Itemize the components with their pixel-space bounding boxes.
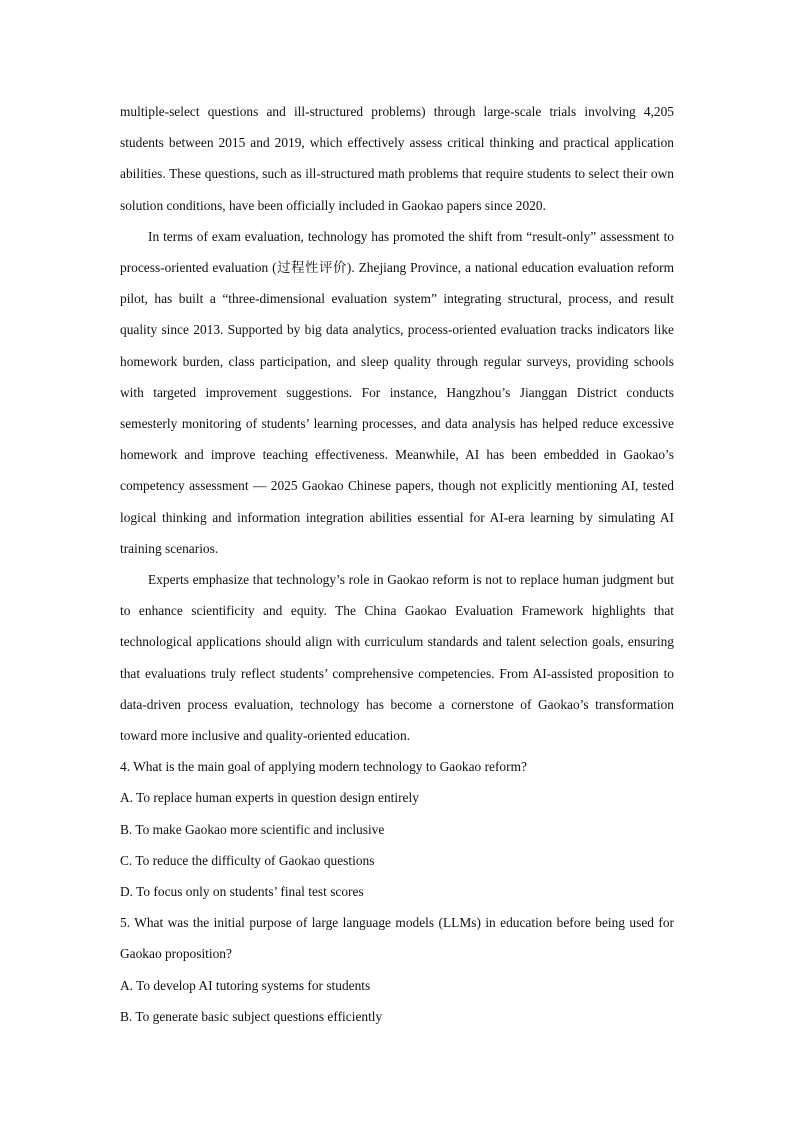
question-5 [120, 907, 674, 1032]
document-page [120, 96, 674, 1032]
passage-paragraph-1: multiple-select questions and ill-structured problems) through large-scale trials involving 4,205 students between 2015 and 2019, which effectively assess critical thinking and practical application abilities. These questions, such as ill-structured math problems that require students to select their own solution conditions, have been officially included in Gaokao papers since 2020. [120, 104, 674, 213]
question-5-stem: 5. What was the initial purpose of large language models (LLMs) in education before being used for Gaokao proposition? [120, 915, 674, 962]
question-4-option-b: B. To make Gaokao more scientific and inclusive [120, 821, 385, 837]
passage-paragraph-2: In terms of exam evaluation, technology has promoted the shift from “result-only” assessment to process-oriented evaluation (过程性评价). Zhejiang Province, a national education evaluation reform pilot, has built a “three-dimensional evaluation system” integrating structural, process, and result quality since 2013. Supported by big data analytics, process-oriented evaluation tracks indicators like homework burden, class participation, and sleep quality through regular surveys, providing schools with targeted improvement suggestions. For instance, Hangzhou’s Jianggan District conducts semesterly monitoring of students’ learning processes, and data analysis has helped reduce excessive homework and improve teaching effectiveness. Meanwhile, AI has been embedded in Gaokao’s competency assessment — 2025 Gaokao Chinese papers, though not explicitly mentioning AI, tested logical thinking and information integration abilities essential for AI-era learning by simulating AI training scenarios. [120, 228, 674, 556]
passage-paragraph-3: Experts emphasize that technology’s role in Gaokao reform is not to replace human judgment but to enhance scientificity and equity. The China Gaokao Evaluation Framework highlights that technological applications should align with curriculum standards and talent selection goals, ensuring that evaluations truly reflect students’ comprehensive competencies. From AI-assisted proposition to data-driven process evaluation, technology has become a cornerstone of Gaokao’s transformation toward more inclusive and quality-oriented education. [120, 572, 674, 744]
question-4-option-c: C. To reduce the difficulty of Gaokao questions [120, 852, 375, 868]
question-4 [120, 751, 674, 907]
question-4-option-a: A. To replace human experts in question design entirely [120, 790, 419, 806]
question-5-option-b: B. To generate basic subject questions efficiently [120, 1008, 383, 1024]
question-4-option-d: D. To focus only on students’ final test scores [120, 884, 364, 900]
question-4-stem: 4. What is the main goal of applying modern technology to Gaokao reform? [120, 759, 527, 775]
question-5-option-a: A. To develop AI tutoring systems for students [120, 977, 371, 993]
